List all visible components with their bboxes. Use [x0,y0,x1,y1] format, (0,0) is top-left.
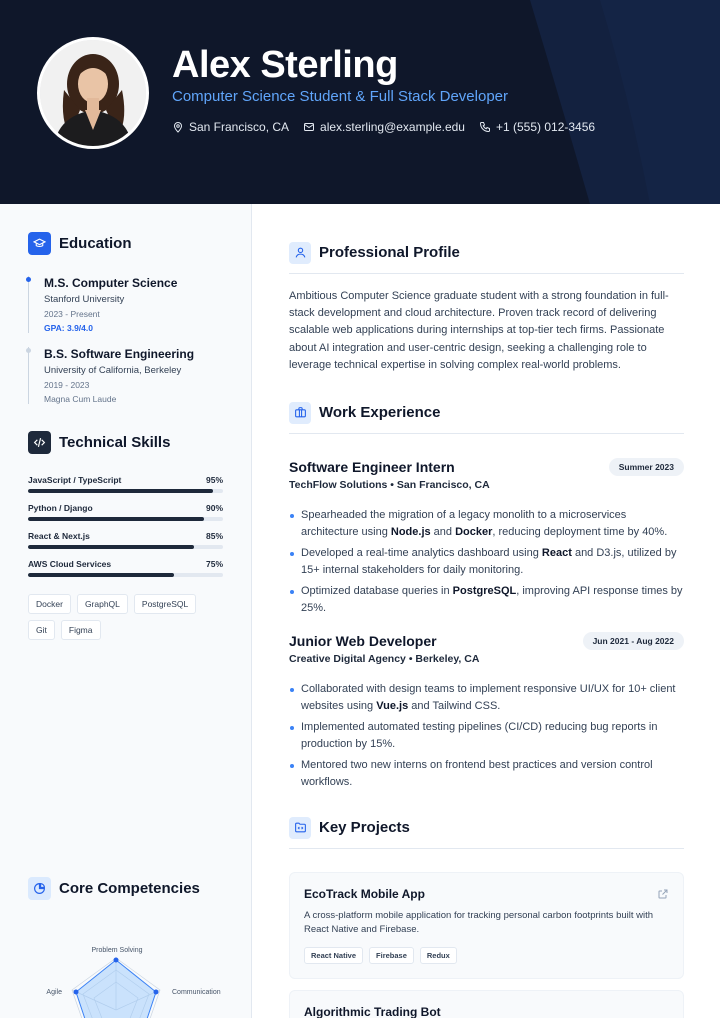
profile-heading [289,238,684,274]
skill-tag: Git [28,620,55,640]
profile-summary: Ambitious Computer Science graduate student with a strong foundation in full-stack development and cloud architecture. Proven track record of delivering scalable web applications during internships at top-tier tech firms. Passionate about AI integration and user-centric design, seeking a challenging role to leverage technical expertise in solving complex real-world problems. [289,290,669,371]
job-bullet: Optimized database queries in PostgreSQL, improving API response times by 25%. [289,583,684,617]
experience-heading [289,398,684,434]
code-icon [28,431,51,454]
education-honors: Magna Cum Laude [44,394,117,404]
skill-name: AWS Cloud Services [28,559,112,569]
job-company: TechFlow Solutions • San Francisco, CA [289,479,490,491]
skill-item [28,503,223,521]
job-entry [289,458,684,621]
job-title: Software Engineer Intern [289,459,455,475]
job-date-badge: Jun 2021 - Aug 2022 [583,632,684,650]
skill-bar-fill [28,517,204,521]
projects-heading [289,813,684,849]
skill-bar-fill [28,545,194,549]
education-dates: 2019 - 2023 [44,380,90,390]
project-description: A cross-platform mobile application for tracking personal carbon footprints built with React Native and Firebase. [304,910,654,935]
email-text[interactable]: alex.sterling@example.edu [320,120,465,134]
skill-bar-fill [28,573,174,577]
skills-title: Technical Skills [59,434,171,451]
projects-title: Key Projects [319,819,410,836]
education-gpa: GPA: 3.9/4.0 [44,323,93,333]
education-dates: 2023 - Present [44,309,100,319]
job-entry [289,632,684,795]
education-item [28,347,233,404]
candidate-name: Alex Sterling [172,44,398,86]
skill-percent: 90% [205,503,223,513]
education-item [28,276,233,333]
contact-email[interactable] [303,120,465,134]
sidebar [0,204,252,1018]
radar-area [76,960,156,1018]
project-tag: Firebase [369,947,414,964]
skill-item [28,531,223,549]
phone-icon [479,121,491,133]
education-degree: M.S. Computer Science [44,276,178,290]
job-bullet: Developed a real-time analytics dashboard using React and D3.js, utilized by 15+ internal stakeholders for daily monitoring. [289,545,684,579]
radar-point [74,990,79,995]
skill-tags [28,594,228,640]
candidate-subtitle: Computer Science Student & Full Stack Developer [172,88,508,105]
profile-title: Professional Profile [319,244,460,261]
contact-row [172,120,595,134]
education-heading [28,232,132,255]
job-bullet: Collaborated with design teams to implement responsive UI/UX for 10+ client websites using Vue.js and Tailwind CSS. [289,681,684,715]
map-pin-icon [172,121,184,133]
skill-bar [28,573,223,577]
radar-label-problem-solving: Problem Solving [91,947,143,954]
project-title: Algorithmic Trading Bot [304,1005,441,1018]
skill-name: React & Next.js [28,531,90,541]
project-tag: React Native [304,947,363,964]
timeline-dot [26,348,31,353]
skill-item [28,559,223,577]
education-degree: B.S. Software Engineering [44,347,195,361]
skill-tag: Docker [28,594,71,614]
contact-phone[interactable] [479,120,595,134]
pie-chart-icon [28,877,51,900]
job-bullet: Mentored two new interns on frontend best practices and version control workflows. [289,757,684,791]
skill-bar [28,545,223,549]
skills-heading [28,431,170,454]
skill-name: Python / Django [28,503,93,513]
project-tags [304,947,669,964]
competencies-heading [28,877,200,900]
skill-bar [28,489,223,493]
skill-percent: 85% [205,531,223,541]
education-school: Stanford University [44,294,125,305]
resume-header [0,0,720,204]
location-text: San Francisco, CA [189,120,290,134]
briefcase-icon [289,402,311,424]
timeline-dot [26,277,31,282]
skill-name: JavaScript / TypeScript [28,475,122,485]
avatar-portrait [40,40,146,146]
radar-label-communication: Communication [172,989,221,996]
experience-title: Work Experience [319,404,441,421]
competency-radar-chart [28,936,223,1018]
job-title: Junior Web Developer [289,633,437,649]
education-title: Education [59,235,132,252]
skill-item [28,475,223,493]
radar-label-agile: Agile [46,989,62,996]
radar-point [154,990,159,995]
project-tag: Redux [420,947,457,964]
folder-code-icon [289,817,311,839]
skill-bar [28,517,223,521]
skill-tag: GraphQL [77,594,128,614]
graduation-cap-icon [28,232,51,255]
job-bullet: Spearheaded the migration of a legacy monolith to a microservices architecture using Node.js and Docker, reducing deployment time by 40%. [289,507,684,541]
job-company: Creative Digital Agency • Berkeley, CA [289,653,480,665]
avatar [37,37,149,149]
job-bullets [289,507,684,617]
project-title: EcoTrack Mobile App [304,887,425,901]
education-timeline [28,276,233,418]
skill-percent: 75% [205,559,223,569]
competencies-title: Core Competencies [59,880,200,897]
user-icon [289,242,311,264]
job-bullets [289,681,684,791]
skill-tag: PostgreSQL [134,594,196,614]
job-date-badge: Summer 2023 [609,458,684,476]
education-school: University of California, Berkeley [44,365,182,376]
radar-point [114,958,119,963]
skill-bar-fill [28,489,213,493]
project-card [289,990,684,1018]
skill-tag: Figma [61,620,101,640]
project-card [289,872,684,979]
job-bullet: Implemented automated testing pipelines (CI/CD) reducing bug reports in production by 15%. [289,719,684,753]
phone-text[interactable]: +1 (555) 012-3456 [495,120,596,134]
mail-icon [303,121,315,133]
contact-location [172,120,289,134]
external-link-icon[interactable] [657,888,669,900]
skill-percent: 95% [205,475,223,485]
